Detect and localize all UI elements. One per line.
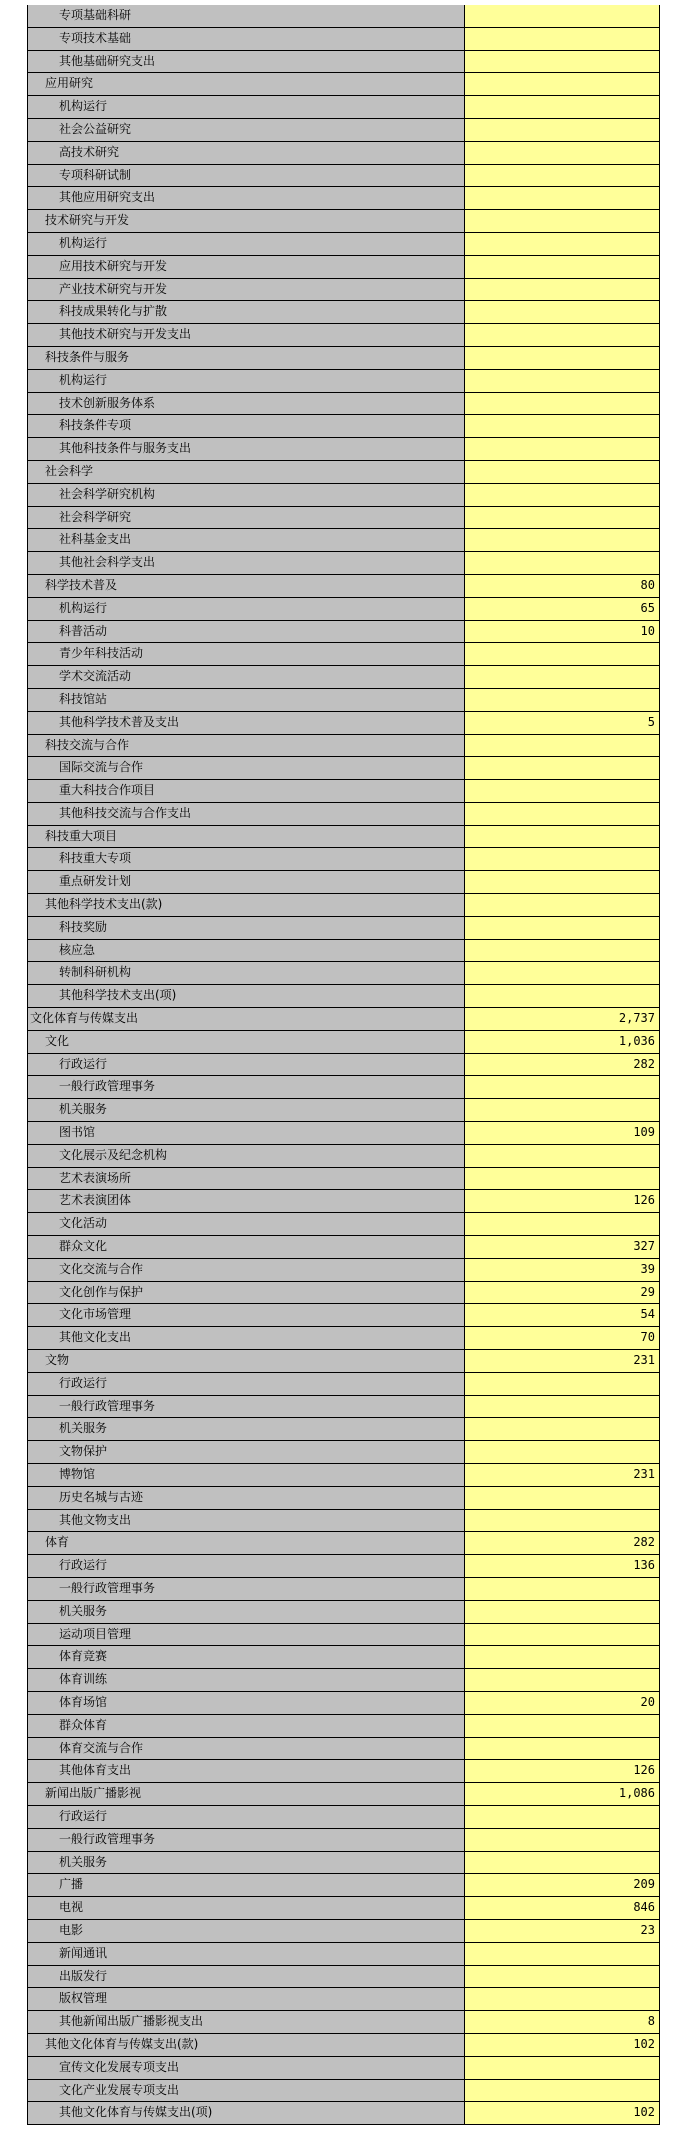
table-row bbox=[28, 1829, 659, 1852]
table-row bbox=[28, 552, 659, 575]
item-value-cell[interactable] bbox=[465, 324, 659, 346]
item-value-cell[interactable] bbox=[465, 1373, 659, 1395]
item-name-cell[interactable]: 机构运行 bbox=[28, 96, 465, 118]
item-value-cell[interactable]: 102 bbox=[465, 2034, 659, 2056]
item-value-cell[interactable] bbox=[465, 1988, 659, 2010]
item-name-cell[interactable]: 图书馆 bbox=[28, 1122, 465, 1144]
item-value-cell[interactable] bbox=[465, 803, 659, 825]
item-name-cell[interactable]: 新闻出版广播影视 bbox=[28, 1783, 465, 1805]
item-name-cell[interactable]: 其他文化支出 bbox=[28, 1327, 465, 1349]
item-name-cell[interactable]: 一般行政管理事务 bbox=[28, 1076, 465, 1098]
item-value-cell[interactable] bbox=[465, 1646, 659, 1668]
item-value-cell[interactable]: 231 bbox=[465, 1464, 659, 1486]
item-value-cell[interactable] bbox=[465, 689, 659, 711]
table-row bbox=[28, 1190, 659, 1213]
item-name-cell[interactable]: 广播 bbox=[28, 1874, 465, 1896]
item-name-cell[interactable]: 重点研发计划 bbox=[28, 871, 465, 893]
item-name-cell[interactable]: 机构运行 bbox=[28, 370, 465, 392]
item-name-cell[interactable]: 一般行政管理事务 bbox=[28, 1829, 465, 1851]
table-row bbox=[28, 1578, 659, 1601]
table-row bbox=[28, 1054, 659, 1077]
table-row bbox=[28, 187, 659, 210]
table-row bbox=[28, 2102, 659, 2125]
item-name-cell[interactable]: 其他社会科学支出 bbox=[28, 552, 465, 574]
item-name-cell[interactable]: 行政运行 bbox=[28, 1806, 465, 1828]
item-value-cell[interactable] bbox=[465, 1669, 659, 1691]
table-row bbox=[28, 2011, 659, 2034]
table-row bbox=[28, 279, 659, 302]
item-value-cell[interactable] bbox=[465, 210, 659, 232]
table-row bbox=[28, 5, 659, 28]
table-row bbox=[28, 1897, 659, 1920]
item-name-cell[interactable]: 其他体育支出 bbox=[28, 1760, 465, 1782]
table-row bbox=[28, 1874, 659, 1897]
item-value-cell[interactable] bbox=[465, 279, 659, 301]
item-name-cell[interactable]: 一般行政管理事务 bbox=[28, 1396, 465, 1418]
table-row bbox=[28, 1487, 659, 1510]
item-name-cell[interactable]: 青少年科技活动 bbox=[28, 643, 465, 665]
table-row bbox=[28, 712, 659, 735]
table-row bbox=[28, 438, 659, 461]
item-value-cell[interactable] bbox=[465, 51, 659, 73]
table-row bbox=[28, 393, 659, 416]
item-value-cell[interactable] bbox=[465, 1213, 659, 1235]
table-row bbox=[28, 142, 659, 165]
item-name-cell[interactable]: 科技奖励 bbox=[28, 917, 465, 939]
item-value-cell[interactable] bbox=[465, 1852, 659, 1874]
item-value-cell[interactable]: 70 bbox=[465, 1327, 659, 1349]
table-row bbox=[28, 1920, 659, 1943]
item-name-cell[interactable]: 艺术表演团体 bbox=[28, 1190, 465, 1212]
item-name-cell[interactable]: 其他科技交流与合作支出 bbox=[28, 803, 465, 825]
item-value-cell[interactable] bbox=[465, 187, 659, 209]
table-row bbox=[28, 917, 659, 940]
item-value-cell[interactable]: 136 bbox=[465, 1555, 659, 1577]
item-value-cell[interactable] bbox=[465, 871, 659, 893]
item-name-cell[interactable]: 专项基础科研 bbox=[28, 5, 465, 27]
item-value-cell[interactable]: 29 bbox=[465, 1282, 659, 1304]
item-value-cell[interactable] bbox=[465, 780, 659, 802]
table-row bbox=[28, 165, 659, 188]
item-name-cell[interactable]: 群众文化 bbox=[28, 1236, 465, 1258]
item-name-cell[interactable]: 文化市场管理 bbox=[28, 1304, 465, 1326]
item-name-cell[interactable]: 其他科技条件与服务支出 bbox=[28, 438, 465, 460]
item-name-cell[interactable]: 其他科学技术支出(项) bbox=[28, 985, 465, 1007]
item-value-cell[interactable] bbox=[465, 1396, 659, 1418]
item-value-cell[interactable] bbox=[465, 1099, 659, 1121]
item-name-cell[interactable]: 机构运行 bbox=[28, 233, 465, 255]
item-name-cell[interactable]: 宣传文化发展专项支出 bbox=[28, 2057, 465, 2079]
table-row bbox=[28, 1282, 659, 1305]
item-name-cell[interactable]: 专项科研试制 bbox=[28, 165, 465, 187]
table-row bbox=[28, 2034, 659, 2057]
item-value-cell[interactable] bbox=[465, 1738, 659, 1760]
item-value-cell[interactable] bbox=[465, 962, 659, 984]
item-value-cell[interactable] bbox=[465, 757, 659, 779]
item-name-cell[interactable]: 其他基础研究支出 bbox=[28, 51, 465, 73]
item-name-cell[interactable]: 体育竞赛 bbox=[28, 1646, 465, 1668]
table-row bbox=[28, 1418, 659, 1441]
table-row bbox=[28, 575, 659, 598]
item-name-cell[interactable]: 其他应用研究支出 bbox=[28, 187, 465, 209]
item-value-cell[interactable] bbox=[465, 370, 659, 392]
item-name-cell[interactable]: 出版发行 bbox=[28, 1966, 465, 1988]
item-name-cell[interactable]: 其他新闻出版广播影视支出 bbox=[28, 2011, 465, 2033]
table-row bbox=[28, 1350, 659, 1373]
item-value-cell[interactable]: 209 bbox=[465, 1874, 659, 1896]
table-row bbox=[28, 735, 659, 758]
item-name-cell[interactable]: 文化展示及纪念机构 bbox=[28, 1145, 465, 1167]
item-value-cell[interactable] bbox=[465, 1441, 659, 1463]
item-name-cell[interactable]: 其他科学技术支出(款) bbox=[28, 894, 465, 916]
table-row bbox=[28, 1852, 659, 1875]
table-row bbox=[28, 256, 659, 279]
table-row bbox=[28, 1304, 659, 1327]
table-row bbox=[28, 233, 659, 256]
item-value-cell[interactable] bbox=[465, 1601, 659, 1623]
table-row bbox=[28, 1145, 659, 1168]
item-name-cell[interactable]: 文化产业发展专项支出 bbox=[28, 2080, 465, 2102]
item-name-cell[interactable]: 产业技术研究与开发 bbox=[28, 279, 465, 301]
item-name-cell[interactable]: 科技重大项目 bbox=[28, 826, 465, 848]
item-name-cell[interactable]: 群众体育 bbox=[28, 1715, 465, 1737]
table-row bbox=[28, 2057, 659, 2080]
table-row bbox=[28, 985, 659, 1008]
table-row bbox=[28, 484, 659, 507]
item-name-cell[interactable]: 重大科技合作项目 bbox=[28, 780, 465, 802]
table-row bbox=[28, 28, 659, 51]
item-name-cell[interactable]: 科学技术普及 bbox=[28, 575, 465, 597]
table-row bbox=[28, 689, 659, 712]
table-row bbox=[28, 119, 659, 142]
item-name-cell[interactable]: 文化活动 bbox=[28, 1213, 465, 1235]
item-value-cell[interactable]: 65 bbox=[465, 598, 659, 620]
item-value-cell[interactable]: 54 bbox=[465, 1304, 659, 1326]
item-value-cell[interactable] bbox=[465, 415, 659, 437]
item-value-cell[interactable] bbox=[465, 347, 659, 369]
item-name-cell[interactable]: 科技条件与服务 bbox=[28, 347, 465, 369]
item-value-cell[interactable] bbox=[465, 1943, 659, 1965]
item-value-cell[interactable]: 8 bbox=[465, 2011, 659, 2033]
item-name-cell[interactable]: 文物保护 bbox=[28, 1441, 465, 1463]
item-value-cell[interactable] bbox=[465, 643, 659, 665]
item-name-cell[interactable]: 社会科学研究机构 bbox=[28, 484, 465, 506]
item-value-cell[interactable] bbox=[465, 1168, 659, 1190]
item-value-cell[interactable]: 126 bbox=[465, 1190, 659, 1212]
item-value-cell[interactable] bbox=[465, 1510, 659, 1532]
table-row bbox=[28, 621, 659, 644]
item-value-cell[interactable] bbox=[465, 2057, 659, 2079]
item-value-cell[interactable] bbox=[465, 142, 659, 164]
item-name-cell[interactable]: 转制科研机构 bbox=[28, 962, 465, 984]
item-value-cell[interactable]: 39 bbox=[465, 1259, 659, 1281]
item-name-cell[interactable]: 科技交流与合作 bbox=[28, 735, 465, 757]
item-value-cell[interactable] bbox=[465, 848, 659, 870]
item-value-cell[interactable] bbox=[465, 1806, 659, 1828]
item-value-cell[interactable] bbox=[465, 96, 659, 118]
item-name-cell[interactable]: 一般行政管理事务 bbox=[28, 1578, 465, 1600]
item-name-cell[interactable]: 文物 bbox=[28, 1350, 465, 1372]
table-row bbox=[28, 803, 659, 826]
item-value-cell[interactable] bbox=[465, 2080, 659, 2102]
item-name-cell[interactable]: 学术交流活动 bbox=[28, 666, 465, 688]
item-name-cell[interactable]: 高技术研究 bbox=[28, 142, 465, 164]
table-row bbox=[28, 96, 659, 119]
table-row bbox=[28, 210, 659, 233]
item-value-cell[interactable] bbox=[465, 256, 659, 278]
item-name-cell[interactable]: 其他文化体育与传媒支出(款) bbox=[28, 2034, 465, 2056]
item-value-cell[interactable]: 231 bbox=[465, 1350, 659, 1372]
item-name-cell[interactable]: 行政运行 bbox=[28, 1054, 465, 1076]
table-row bbox=[28, 347, 659, 370]
table-row bbox=[28, 1213, 659, 1236]
table-row bbox=[28, 1988, 659, 2011]
item-value-cell[interactable]: 20 bbox=[465, 1692, 659, 1714]
table-row bbox=[28, 1601, 659, 1624]
item-value-cell[interactable] bbox=[465, 940, 659, 962]
table-row bbox=[28, 757, 659, 780]
item-name-cell[interactable]: 电视 bbox=[28, 1897, 465, 1919]
item-name-cell[interactable]: 博物馆 bbox=[28, 1464, 465, 1486]
table-row bbox=[28, 1943, 659, 1966]
table-row bbox=[28, 1076, 659, 1099]
table-row bbox=[28, 51, 659, 74]
item-name-cell[interactable]: 机关服务 bbox=[28, 1418, 465, 1440]
budget-table bbox=[27, 5, 660, 2125]
table-row bbox=[28, 1510, 659, 1533]
table-row bbox=[28, 1738, 659, 1761]
table-row bbox=[28, 1760, 659, 1783]
table-row bbox=[28, 1464, 659, 1487]
item-value-cell[interactable]: 10 bbox=[465, 621, 659, 643]
item-name-cell[interactable]: 体育训练 bbox=[28, 1669, 465, 1691]
item-name-cell[interactable]: 科技重大专项 bbox=[28, 848, 465, 870]
table-row bbox=[28, 1441, 659, 1464]
item-name-cell[interactable]: 电影 bbox=[28, 1920, 465, 1942]
item-value-cell[interactable] bbox=[465, 28, 659, 50]
table-row bbox=[28, 1669, 659, 1692]
table-row bbox=[28, 598, 659, 621]
item-value-cell[interactable] bbox=[465, 529, 659, 551]
item-value-cell[interactable]: 5 bbox=[465, 712, 659, 734]
item-name-cell[interactable]: 社会科学研究 bbox=[28, 507, 465, 529]
item-value-cell[interactable] bbox=[465, 666, 659, 688]
table-row bbox=[28, 1122, 659, 1145]
table-row bbox=[28, 1031, 659, 1054]
item-value-cell[interactable] bbox=[465, 393, 659, 415]
item-value-cell[interactable] bbox=[465, 1076, 659, 1098]
item-value-cell[interactable] bbox=[465, 1487, 659, 1509]
item-name-cell[interactable]: 其他文化体育与传媒支出(项) bbox=[28, 2102, 465, 2124]
item-value-cell[interactable] bbox=[465, 552, 659, 574]
item-name-cell[interactable]: 科技馆站 bbox=[28, 689, 465, 711]
table-row bbox=[28, 826, 659, 849]
table-row bbox=[28, 1555, 659, 1578]
item-value-cell[interactable]: 1,086 bbox=[465, 1783, 659, 1805]
item-value-cell[interactable] bbox=[465, 484, 659, 506]
table-row bbox=[28, 1236, 659, 1259]
item-name-cell[interactable]: 行政运行 bbox=[28, 1555, 465, 1577]
table-row bbox=[28, 962, 659, 985]
item-value-cell[interactable] bbox=[465, 233, 659, 255]
table-row bbox=[28, 529, 659, 552]
item-name-cell[interactable]: 国际交流与合作 bbox=[28, 757, 465, 779]
item-value-cell[interactable]: 102 bbox=[465, 2102, 659, 2124]
item-value-cell[interactable] bbox=[465, 119, 659, 141]
item-name-cell[interactable]: 机构运行 bbox=[28, 598, 465, 620]
item-name-cell[interactable]: 文化 bbox=[28, 1031, 465, 1053]
table-row bbox=[28, 643, 659, 666]
item-value-cell[interactable] bbox=[465, 1715, 659, 1737]
item-name-cell[interactable]: 社科基金支出 bbox=[28, 529, 465, 551]
item-name-cell[interactable]: 体育 bbox=[28, 1532, 465, 1554]
item-name-cell[interactable]: 体育交流与合作 bbox=[28, 1738, 465, 1760]
table-row bbox=[28, 73, 659, 96]
item-name-cell[interactable]: 科技成果转化与扩散 bbox=[28, 301, 465, 323]
item-name-cell[interactable]: 其他文物支出 bbox=[28, 1510, 465, 1532]
item-name-cell[interactable]: 技术研究与开发 bbox=[28, 210, 465, 232]
item-value-cell[interactable] bbox=[465, 1145, 659, 1167]
item-name-cell[interactable]: 社会科学 bbox=[28, 461, 465, 483]
table-row bbox=[28, 1624, 659, 1647]
table-row bbox=[28, 1532, 659, 1555]
table-row bbox=[28, 940, 659, 963]
item-name-cell[interactable]: 文化创作与保护 bbox=[28, 1282, 465, 1304]
item-value-cell[interactable] bbox=[465, 165, 659, 187]
item-value-cell[interactable]: 846 bbox=[465, 1897, 659, 1919]
item-value-cell[interactable] bbox=[465, 1829, 659, 1851]
table-row bbox=[28, 461, 659, 484]
table-row bbox=[28, 1168, 659, 1191]
item-value-cell[interactable] bbox=[465, 985, 659, 1007]
item-value-cell[interactable]: 1,036 bbox=[465, 1031, 659, 1053]
item-name-cell[interactable]: 艺术表演场所 bbox=[28, 1168, 465, 1190]
item-value-cell[interactable]: 282 bbox=[465, 1532, 659, 1554]
item-value-cell[interactable]: 126 bbox=[465, 1760, 659, 1782]
table-row bbox=[28, 370, 659, 393]
item-value-cell[interactable] bbox=[465, 735, 659, 757]
item-value-cell[interactable] bbox=[465, 301, 659, 323]
table-row bbox=[28, 1783, 659, 1806]
item-value-cell[interactable] bbox=[465, 894, 659, 916]
table-row bbox=[28, 1966, 659, 1989]
item-name-cell[interactable]: 社会公益研究 bbox=[28, 119, 465, 141]
table-row bbox=[28, 871, 659, 894]
table-row bbox=[28, 666, 659, 689]
item-name-cell[interactable]: 其他技术研究与开发支出 bbox=[28, 324, 465, 346]
item-name-cell[interactable]: 专项技术基础 bbox=[28, 28, 465, 50]
table-row bbox=[28, 507, 659, 530]
table-row bbox=[28, 415, 659, 438]
item-value-cell[interactable]: 327 bbox=[465, 1236, 659, 1258]
table-row bbox=[28, 2080, 659, 2103]
item-name-cell[interactable]: 体育场馆 bbox=[28, 1692, 465, 1714]
item-name-cell[interactable]: 核应急 bbox=[28, 940, 465, 962]
item-value-cell[interactable]: 282 bbox=[465, 1054, 659, 1076]
item-value-cell[interactable] bbox=[465, 1418, 659, 1440]
item-value-cell[interactable] bbox=[465, 1624, 659, 1646]
table-row bbox=[28, 1099, 659, 1122]
item-name-cell[interactable]: 机关服务 bbox=[28, 1601, 465, 1623]
item-value-cell[interactable] bbox=[465, 826, 659, 848]
item-value-cell[interactable]: 2,737 bbox=[465, 1008, 659, 1030]
item-name-cell[interactable]: 科普活动 bbox=[28, 621, 465, 643]
item-name-cell[interactable]: 其他科学技术普及支出 bbox=[28, 712, 465, 734]
table-row bbox=[28, 848, 659, 871]
item-name-cell[interactable]: 科技条件专项 bbox=[28, 415, 465, 437]
item-value-cell[interactable] bbox=[465, 507, 659, 529]
item-value-cell[interactable] bbox=[465, 917, 659, 939]
item-name-cell[interactable]: 文化体育与传媒支出 bbox=[28, 1008, 465, 1030]
item-value-cell[interactable]: 23 bbox=[465, 1920, 659, 1942]
item-name-cell[interactable]: 新闻通讯 bbox=[28, 1943, 465, 1965]
item-name-cell[interactable]: 运动项目管理 bbox=[28, 1624, 465, 1646]
item-name-cell[interactable]: 机关服务 bbox=[28, 1852, 465, 1874]
table-row bbox=[28, 1373, 659, 1396]
table-row bbox=[28, 324, 659, 347]
table-row bbox=[28, 301, 659, 324]
table-row bbox=[28, 1715, 659, 1738]
item-value-cell[interactable] bbox=[465, 1578, 659, 1600]
item-value-cell[interactable] bbox=[465, 1966, 659, 1988]
table-row bbox=[28, 1806, 659, 1829]
item-name-cell[interactable]: 技术创新服务体系 bbox=[28, 393, 465, 415]
item-value-cell[interactable] bbox=[465, 461, 659, 483]
item-value-cell[interactable] bbox=[465, 438, 659, 460]
table-row bbox=[28, 1259, 659, 1282]
table-row bbox=[28, 780, 659, 803]
item-value-cell[interactable]: 109 bbox=[465, 1122, 659, 1144]
item-name-cell[interactable]: 版权管理 bbox=[28, 1988, 465, 2010]
item-name-cell[interactable]: 历史名城与古迹 bbox=[28, 1487, 465, 1509]
item-name-cell[interactable]: 应用研究 bbox=[28, 73, 465, 95]
table-row bbox=[28, 1396, 659, 1419]
table-row bbox=[28, 1008, 659, 1031]
item-value-cell[interactable] bbox=[465, 5, 659, 27]
item-name-cell[interactable]: 行政运行 bbox=[28, 1373, 465, 1395]
item-value-cell[interactable] bbox=[465, 73, 659, 95]
table-row bbox=[28, 894, 659, 917]
item-name-cell[interactable]: 机关服务 bbox=[28, 1099, 465, 1121]
table-row bbox=[28, 1646, 659, 1669]
item-name-cell[interactable]: 应用技术研究与开发 bbox=[28, 256, 465, 278]
table-row bbox=[28, 1327, 659, 1350]
table-row bbox=[28, 1692, 659, 1715]
item-value-cell[interactable]: 80 bbox=[465, 575, 659, 597]
item-name-cell[interactable]: 文化交流与合作 bbox=[28, 1259, 465, 1281]
